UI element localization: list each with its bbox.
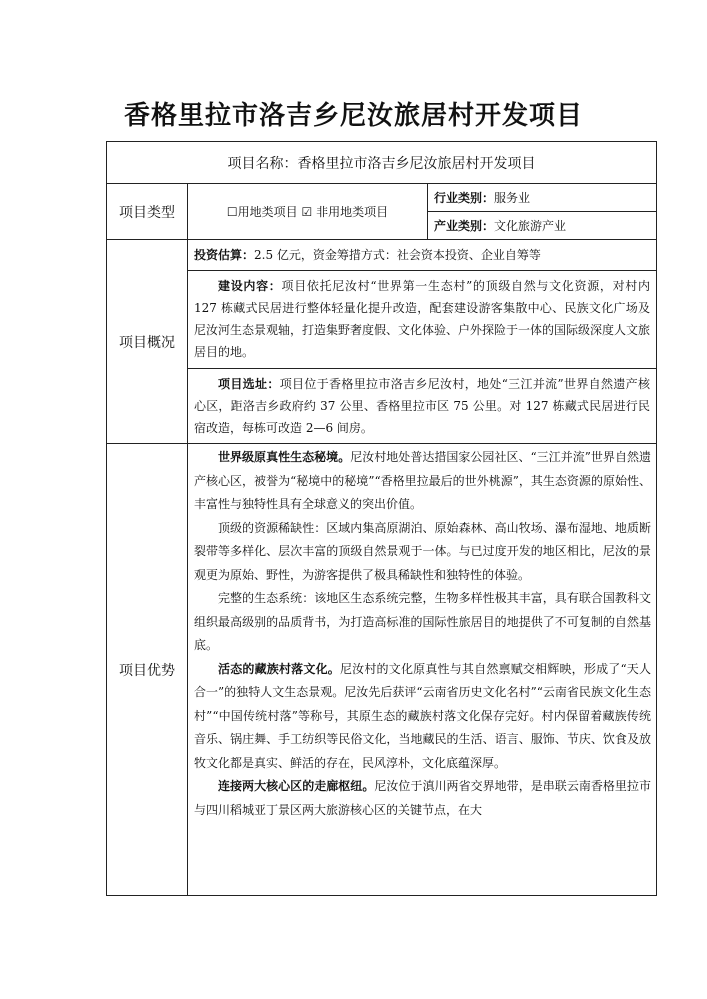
investment-estimate (188, 240, 657, 271)
project-name: 项目名称：香格里拉市洛吉乡尼汝旅居村开发项目 (107, 142, 657, 184)
project-type-label: 项目类型 (107, 184, 188, 240)
overview-label: 项目概况 (107, 240, 188, 444)
site-label: 项目选址： (218, 377, 280, 391)
advantage-paragraph: 完整的生态系统：该地区生态系统完整，生物多样性极其丰富，具有联合国教科文组织最高级别的品质背书，为打造高标准的国际性旅居目的地提供了不可复制的自然基底。 (194, 591, 651, 652)
industry-category (428, 184, 657, 212)
construction-text: 项目依托尼汝村“世界第一生态村”的顶级自然与文化资源，对村内 127 栋藏式民居进行整体轻量化提升改造，配套建设游客集散中心、民族文化广场及尼汝河生态景观轴，打造集野奢度假、文化体验、户外探险于一体的国际级深度人文旅居目的地。 (194, 279, 651, 359)
advantage-paragraph (194, 658, 651, 776)
project-type-row (107, 184, 657, 212)
advantage-heading: 世界级原真性生态秘境。 (218, 450, 351, 464)
site-text: 项目位于香格里拉市洛吉乡尼汝村，地处“三江并流”世界自然遗产核心区，距洛吉乡政府约 37 公里、香格里拉市区 75 公里。对 127 栋藏式民居进行民宿改造，每栋可改造 2—6 间房。 (194, 377, 650, 435)
advantages-content (188, 444, 657, 896)
advantage-text: 尼汝位于滇川两省交界地带，是串联云南香格里拉市与四川稻城亚丁景区两大旅游核心区的关键节点，在大 (194, 779, 651, 817)
industry-value: 服务业 (494, 191, 531, 205)
investment-text: 2.5 亿元，资金筹措方式：社会资本投资、企业自筹等 (254, 248, 541, 262)
advantage-paragraph: 顶级的资源稀缺性：区域内集高原湖泊、原始森林、高山牧场、瀑布湿地、地质断裂带等多样化、层次丰富的顶级自然景观于一体。与已过度开发的地区相比，尼汝的景观更为原始、野性，为游客提供了极具稀缺性和独特性的体验。 (194, 520, 651, 582)
advantage-text: 尼汝村地处普达措国家公园社区、“三江并流”世界自然遗产核心区，被誉为“秘境中的秘境”“香格里拉最后的世外桃源”，其生态资源的原始性、丰富性与独特性具有全球意义的突出价值。 (194, 450, 651, 511)
land-project-checkbox: ☐用地类项目 (226, 205, 298, 219)
advantage-paragraph (194, 446, 651, 517)
sector-category (428, 212, 657, 240)
sector-value: 文化旅游产业 (494, 219, 567, 233)
advantage-paragraph (194, 775, 651, 822)
nonland-project-checkbox: ☑ 非用地类项目 (301, 205, 389, 219)
sector-label: 产业类别： (434, 219, 495, 233)
project-type-options (188, 184, 428, 240)
advantage-heading: 活态的藏族村落文化。 (218, 661, 340, 676)
project-name-row (107, 142, 657, 184)
project-site (188, 369, 657, 444)
project-table (106, 141, 657, 896)
page-title: 香格里拉市洛吉乡尼汝旅居村开发项目 (123, 101, 583, 131)
advantage-heading: 连接两大核心区的走廊枢纽。 (218, 779, 375, 793)
construction-row (107, 271, 657, 369)
advantages-label: 项目优势 (107, 444, 188, 896)
industry-label: 行业类别： (434, 191, 495, 205)
advantage-text: 尼汝村的文化原真性与其自然禀赋交相辉映，形成了“天人合一”的独特人文生态景观。尼汝先后获评“云南省历史文化名村”“云南省民族文化生态村”“中国传统村落”等称号，其原生态的藏族村落文化保存完好。村内保留着藏族传统音乐、锅庄舞、手工纺织等民俗文化，当地藏民的生活、语言、服饰、节庆、饮食及放牧文化都是真实、鲜活的存在，民风淳朴，文化底蕴深厚。 (194, 661, 651, 770)
investment-row (107, 240, 657, 271)
construction-label: 建设内容： (218, 279, 282, 293)
advantages-row (107, 444, 657, 896)
site-row (107, 369, 657, 444)
construction-content (188, 271, 657, 369)
investment-label: 投资估算： (194, 248, 255, 262)
